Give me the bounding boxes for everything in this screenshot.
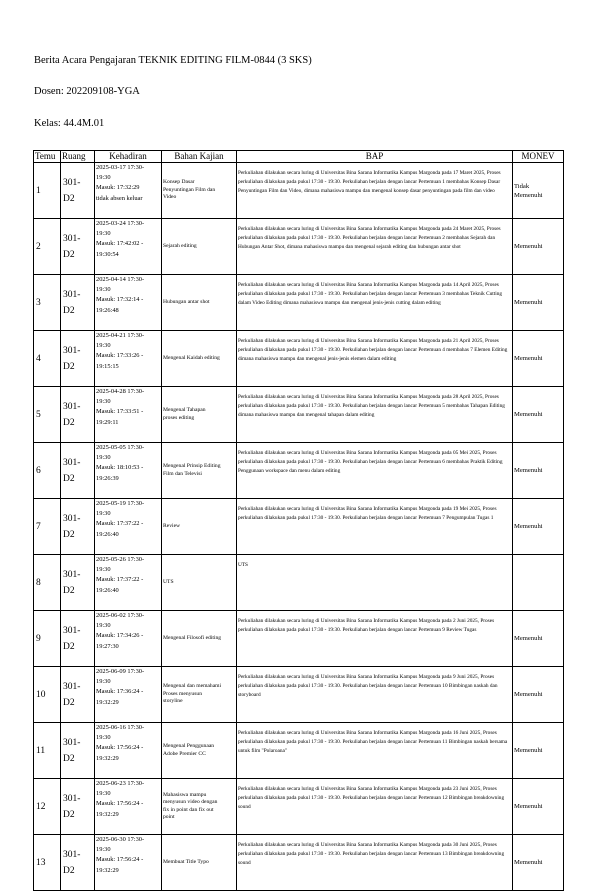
table-row <box>34 331 564 387</box>
cell-bahan: Konsep Dasar Penyuntingan Film dan Video <box>162 163 237 219</box>
cell-bap: Perkuliahan dilakukan secara luring di Universitas Bina Sarana Informatika Kampus Margonda pada 23 Juni 2025, Proses perkuliahan dilakukan pada pukul 17:30 - 19:30. Perkuliahan berjalan dengan lancar Pertemuan 12 Bimbingan breakdowning sound <box>237 779 513 835</box>
cell-ruang: 301- D2 <box>61 667 95 723</box>
cell-kehadiran: 2025-06-23 17:30- 19:30 Masuk: 17:56:24 - 19:32:29 <box>95 779 162 835</box>
teaching-report-table <box>33 150 564 891</box>
cell-bahan: Mengenal dan memahami Proses menyusun storyline <box>162 667 237 723</box>
cell-bahan: Hubungan antar shot <box>162 275 237 331</box>
table-row <box>34 499 564 555</box>
table-row <box>34 163 564 219</box>
cell-bahan: Sejarah editing <box>162 219 237 275</box>
cell-kehadiran: 2025-06-02 17:30- 19:30 Masuk: 17:34:26 - 19:27:30 <box>95 611 162 667</box>
table-row <box>34 835 564 891</box>
cell-bap: Perkuliahan dilakukan secara luring di Universitas Bina Sarana Informatika Kampus Margonda pada 2 Juni 2025, Proses perkuliahan dilakukan pada pukul 17:30 - 19:30. Perkuliahan berjalan dengan lancar Pertemuan 9 Review Tugas <box>237 611 513 667</box>
cell-bap: Perkuliahan dilakukan secara luring di Universitas Bina Sarana Informatika Kampus Margonda pada 9 Juni 2025, Proses perkuliahan dilakukan pada pukul 17:30 - 19:30. Perkuliahan berjalan dengan lancar Pertemuan 10 Bimbingan naskah dan storyboard <box>237 667 513 723</box>
cell-kehadiran: 2025-03-17 17:30- 19:30 Masuk: 17:32:29 tidak absen keluar <box>95 163 162 219</box>
cell-monev: Memenuhi <box>513 275 564 331</box>
cell-ruang: 301- D2 <box>61 555 95 611</box>
table-row <box>34 219 564 275</box>
col-ruang: Ruang <box>61 151 95 163</box>
cell-bahan: UTS <box>162 555 237 611</box>
cell-ruang: 301- D2 <box>61 163 95 219</box>
table-header-row <box>34 151 564 163</box>
cell-monev: Memenuhi <box>513 723 564 779</box>
col-kehadiran: Kehadiran <box>95 151 162 163</box>
cell-temu: 3 <box>34 275 61 331</box>
dosen-label: Dosen: 202209108-YGA <box>34 86 140 97</box>
document-title: Berita Acara Pengajaran TEKNIK EDITING FILM-0844 (3 SKS) <box>34 55 312 66</box>
cell-bahan: Mengenal Filosofi editing <box>162 611 237 667</box>
cell-kehadiran: 2025-05-26 17:30- 19:30 Masuk: 17:37:22 - 19:26:40 <box>95 555 162 611</box>
cell-bap: Perkuliahan dilakukan secara luring di Universitas Bina Sarana Informatika Kampus Margonda pada 21 April 2025, Proses perkuliahan dilakukan pada pukul 17:30 - 19:30. Perkuliahan berjalan dengan lancar Pertemuan 4 membahas 7 Elemen Editing dimana mahasiswa mampu dan mengenal jenis-jenis elemen dalam editing <box>237 331 513 387</box>
cell-temu: 12 <box>34 779 61 835</box>
cell-temu: 11 <box>34 723 61 779</box>
col-temu: Temu <box>34 151 61 163</box>
cell-temu: 7 <box>34 499 61 555</box>
cell-bap: Perkuliahan dilakukan secara luring di Universitas Bina Sarana Informatika Kampus Margonda pada 28 April 2025, Proses perkuliahan dilakukan pada pukul 17:30 - 19:30. Perkuliahan berjalan dengan lancar Pertemuan 5 membahas Tahapan Editing dimana mahasiswa mampu dan mengenal tahapan dalam editing <box>237 387 513 443</box>
cell-monev <box>513 555 564 611</box>
col-bap: BAP <box>237 151 513 163</box>
cell-monev: Memenuhi <box>513 387 564 443</box>
table-row <box>34 555 564 611</box>
cell-monev: Memenuhi <box>513 611 564 667</box>
cell-monev: Memenuhi <box>513 499 564 555</box>
table-row <box>34 443 564 499</box>
cell-bap: UTS <box>237 555 513 611</box>
table-row <box>34 723 564 779</box>
table-row <box>34 611 564 667</box>
cell-ruang: 301- D2 <box>61 219 95 275</box>
cell-temu: 10 <box>34 667 61 723</box>
kelas-label: Kelas: 44.4M.01 <box>34 118 105 129</box>
cell-ruang: 301- D2 <box>61 331 95 387</box>
cell-kehadiran: 2025-05-19 17:30- 19:30 Masuk: 17:37:22 - 19:26:40 <box>95 499 162 555</box>
cell-bahan: Review <box>162 499 237 555</box>
cell-temu: 9 <box>34 611 61 667</box>
cell-bahan: Membuat Title Typo <box>162 835 237 891</box>
col-bahan-kajian: Bahan Kajian <box>162 151 237 163</box>
cell-ruang: 301- D2 <box>61 611 95 667</box>
cell-ruang: 301- D2 <box>61 779 95 835</box>
cell-bahan: Mahasiswa mampu menyusun video dengan fix in point dan fix out point <box>162 779 237 835</box>
cell-kehadiran: 2025-06-16 17:30- 19:30 Masuk: 17:56:24 - 19:32:29 <box>95 723 162 779</box>
cell-ruang: 301- D2 <box>61 275 95 331</box>
cell-bap: Perkuliahan dilakukan secara luring di Universitas Bina Sarana Informatika Kampus Margonda pada 17 Maret 2025, Proses perkuliahan dilakukan pada pukul 17:30 - 19:30. Perkuliahan berjalan dengan lancar Pertemuan 1 membahas Konsep Dasar Penyuntingan Film dan Video, dimana mahasiswa mampu dan mengenal konsep dasar penyuntingan pada film dan video <box>237 163 513 219</box>
cell-bap: Perkuliahan dilakukan secara luring di Universitas Bina Sarana Informatika Kampus Margonda pada 16 Juni 2025, Proses perkuliahan dilakukan pada pukul 17:30 - 19:30. Perkuliahan berjalan dengan lancar Pertemuan 11 Bimbingan naskah bersama untuk film "Polaroana" <box>237 723 513 779</box>
cell-monev: Memenuhi <box>513 219 564 275</box>
cell-kehadiran: 2025-05-05 17:30- 19:30 Masuk: 18:10:53 - 19:26:39 <box>95 443 162 499</box>
cell-bap: Perkuliahan dilakukan secara luring di Universitas Bina Sarana Informatika Kampus Margonda pada 14 April 2025, Proses perkuliahan dilakukan pada pukul 17:30 - 19:30. Perkuliahan berjalan dengan lancar Pertemuan 3 membahas Teknik Cutting dalam Video Editing dimana mahasiswa mampu dan mengenal jenis-jenis cutting dalam editing <box>237 275 513 331</box>
cell-ruang: 301- D2 <box>61 835 95 891</box>
cell-temu: 2 <box>34 219 61 275</box>
cell-ruang: 301- D2 <box>61 387 95 443</box>
cell-monev: Memenuhi <box>513 779 564 835</box>
cell-monev: Memenuhi <box>513 443 564 499</box>
cell-bahan: Mengenal Tahapan proses editing <box>162 387 237 443</box>
cell-temu: 6 <box>34 443 61 499</box>
cell-ruang: 301- D2 <box>61 443 95 499</box>
cell-bahan: Mengenal Kaidah editing <box>162 331 237 387</box>
table-row <box>34 667 564 723</box>
cell-bap: Perkuliahan dilakukan secara luring di Universitas Bina Sarana Informatika Kampus Margonda pada 24 Maret 2025, Proses perkuliahan dilakukan pada pukul 17:30 - 19:30. Perkuliahan berjalan dengan lancar Pertemuan 2 membahas Sejarah dan Hubungan Antar Shot, dimana mahasiswa mampu dan mengenal sejarah editing dan hubungan antar shot <box>237 219 513 275</box>
cell-kehadiran: 2025-04-28 17:30- 19:30 Masuk: 17:33:51 - 19:29:11 <box>95 387 162 443</box>
cell-monev: Memenuhi <box>513 667 564 723</box>
cell-temu: 5 <box>34 387 61 443</box>
table-row <box>34 387 564 443</box>
cell-ruang: 301- D2 <box>61 723 95 779</box>
col-monev: MONEV <box>513 151 564 163</box>
cell-kehadiran: 2025-04-14 17:30- 19:30 Masuk: 17:32:14 - 19:26:48 <box>95 275 162 331</box>
cell-monev: Memenuhi <box>513 835 564 891</box>
cell-monev: Tidak Memenuhi <box>513 163 564 219</box>
table-row <box>34 275 564 331</box>
table-row <box>34 779 564 835</box>
cell-bap: Perkuliahan dilakukan secara luring di Universitas Bina Sarana Informatika Kampus Margonda pada 30 Juni 2025, Proses perkuliahan dilakukan pada pukul 17:30 - 19:30. Perkuliahan berjalan dengan lancar Pertemuan 13 Bimbingan breakdowning sound <box>237 835 513 891</box>
cell-bap: Perkuliahan dilakukan secara luring di Universitas Bina Sarana Informatika Kampus Margonda pada 19 Mei 2025, Proses perkuliahan dilakukan pada pukul 17:30 - 19:30. Perkuliahan berjalan dengan lancar Pertemuan 7 Pengumpulan Tugas 1 <box>237 499 513 555</box>
cell-bap: Perkuliahan dilakukan secara luring di Universitas Bina Sarana Informatika Kampus Margonda pada 05 Mei 2025, Proses perkuliahan dilakukan pada pukul 17:30 - 19:30. Perkuliahan berjalan dengan lancar Pertemuan 6 membahas Praktik Editing Penggunaan workspace dan menu dalam editing <box>237 443 513 499</box>
cell-temu: 8 <box>34 555 61 611</box>
cell-kehadiran: 2025-06-30 17:30- 19:30 Masuk: 17:56:24 - 19:32:29 <box>95 835 162 891</box>
cell-ruang: 301- D2 <box>61 499 95 555</box>
cell-kehadiran: 2025-06-09 17:30- 19:30 Masuk: 17:36:24 - 19:32:29 <box>95 667 162 723</box>
cell-temu: 1 <box>34 163 61 219</box>
cell-temu: 4 <box>34 331 61 387</box>
cell-monev: Memenuhi <box>513 331 564 387</box>
cell-temu: 13 <box>34 835 61 891</box>
cell-bahan: Mengenal Prinsip Editing Film dan Televisi <box>162 443 237 499</box>
cell-bahan: Mengenal Penggunaan Adobe Premier CC <box>162 723 237 779</box>
cell-kehadiran: 2025-04-21 17:30- 19:30 Masuk: 17:33:26 - 19:15:15 <box>95 331 162 387</box>
cell-kehadiran: 2025-03-24 17:30- 19:30 Masuk: 17:42:02 - 19:30:54 <box>95 219 162 275</box>
